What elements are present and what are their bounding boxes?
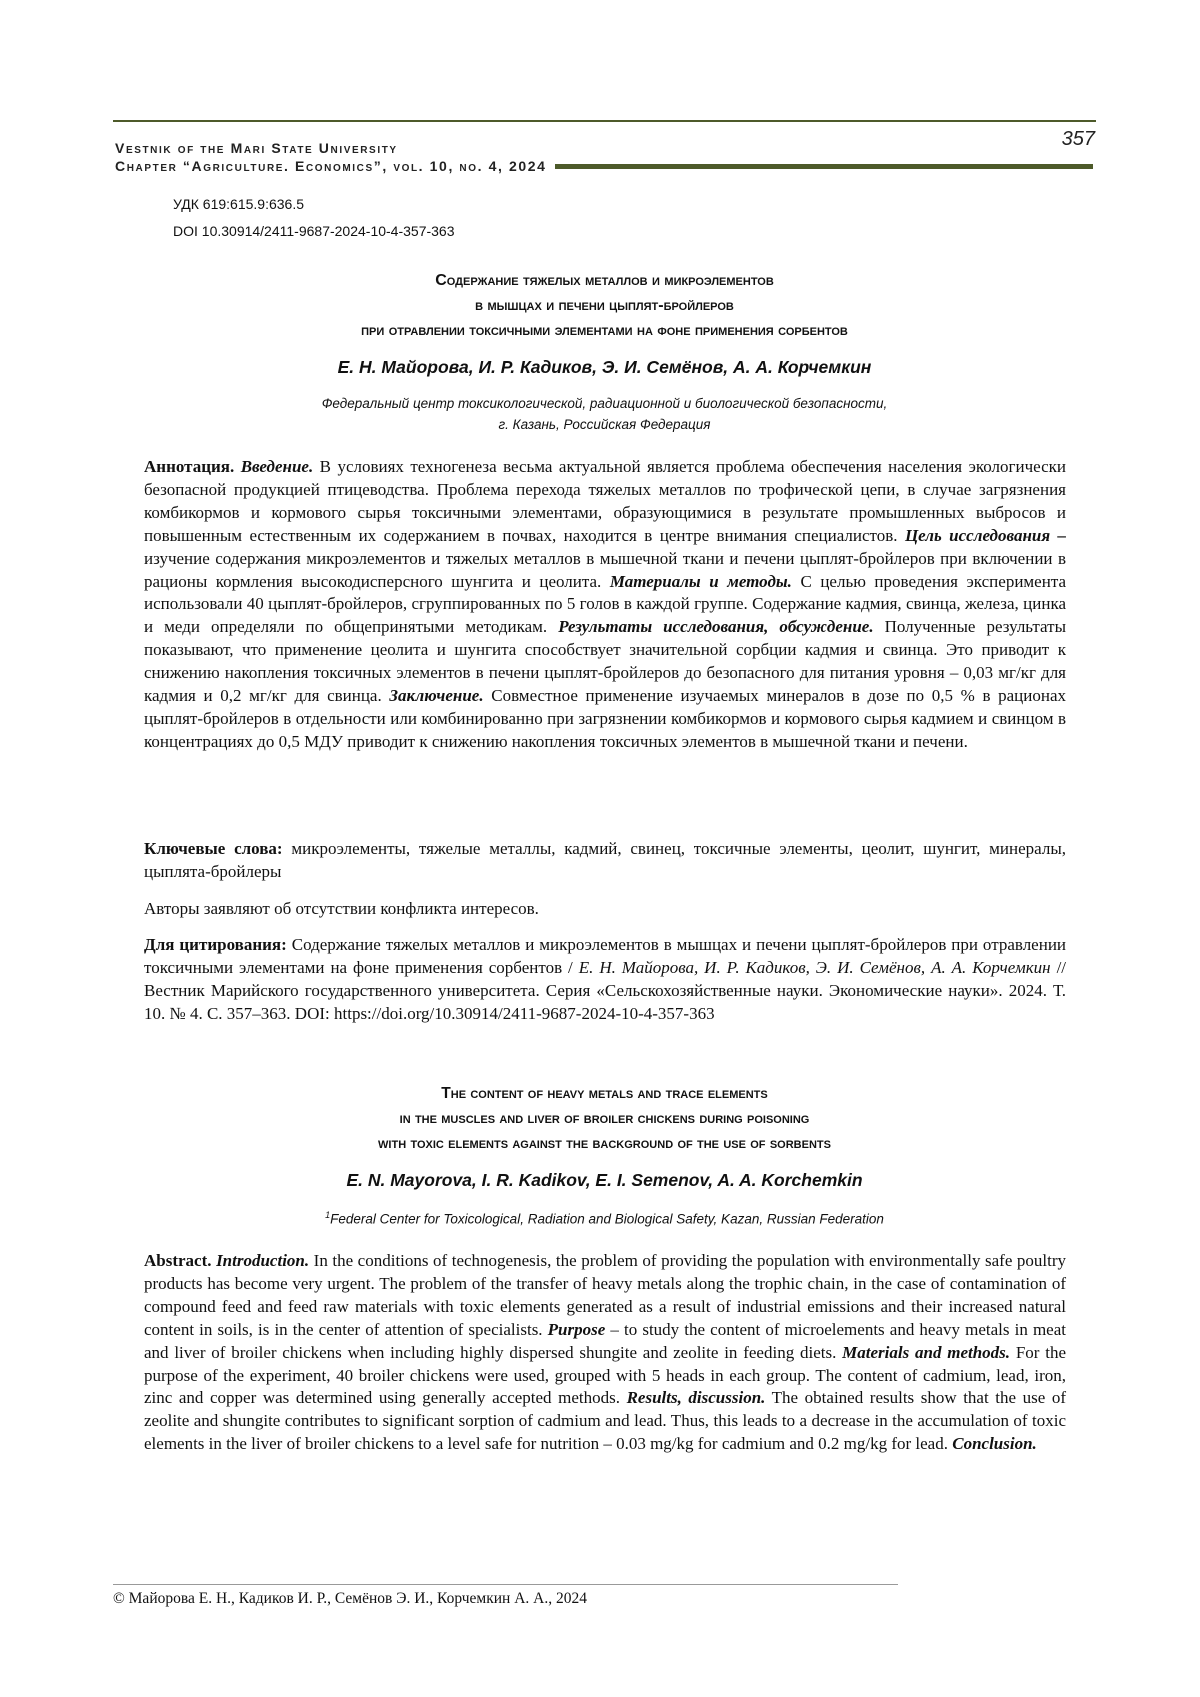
journal-chapter-line: [115, 157, 1095, 175]
en-authors: E. N. Mayorova, I. R. Kadikov, E. I. Semenov, A. A. Korchemkin: [346, 1170, 863, 1190]
ru-intro-text: В условиях техногенеза весьма актуальной является проблема обеспечения населения экологически безопасной продукцией птицеводства. Проблема перехода тяжелых металлов по трофической цепи, в случае загрязнения комбикормов и кормового сырья токсичными элементами, образующимися в результате промышленных выбросов и повышенным естественным их содержанием в почвах, находится в центре внимания специалистов.: [144, 457, 1067, 545]
ru-citation: [144, 934, 1066, 1026]
udk: УДК 619:615.9:636.5: [173, 196, 304, 212]
ru-citation-part1: Содержание тяжелых металлов и микроэлементов в мышцах и печени цыплят-бройлеров при отравлении токсичными элементами на фоне применения сорбентов /: [144, 935, 1067, 977]
en-title-line: in the muscles and liver of broiler chickens during poisoning: [399, 1110, 810, 1127]
ru-intro-label: Введение.: [240, 457, 314, 476]
ru-keywords: [144, 838, 1066, 884]
copyright: © Майорова Е. Н., Кадиков И. Р., Семёнов Э. И., Корчемкин А. А., 2024: [113, 1590, 587, 1607]
footer-rule: [113, 1584, 898, 1585]
ru-methods-label: Материалы и методы.: [609, 571, 792, 591]
en-abstract: [144, 1250, 1066, 1456]
ru-keywords-label: Ключевые слова:: [144, 839, 283, 858]
en-results-label: Results, discussion.: [626, 1388, 766, 1408]
en-methods-label: Materials and methods.: [842, 1342, 1011, 1362]
ru-conflict: Авторы заявляют об отсутствии конфликта интересов.: [144, 899, 539, 918]
en-results-text: The obtained results show that the use of zeolite and shungite contributes to significant sorption of cadmium and lead. Thus, this leads to a decrease in the accumulation of toxic elements in the liver of broiler chickens to a level safe for nutrition – 0.03 mg/kg for cadmium and 0.2 mg/kg for lead.: [144, 1388, 1067, 1454]
ru-citation-part2: // Вестник Марийского государственного университета. Серия «Сельскохозяйственные науки. Экономические науки». 2024. Т. 10. № 4. С. 357–363. DOI: https://doi.org/10.30914/2411-9687-2024-10-4-357-363: [144, 957, 1067, 1023]
ru-affiliation: [113, 393, 1096, 435]
ru-citation-label: Для цитирования:: [144, 935, 287, 954]
en-methods-text: For the purpose of the experiment, 40 broiler chickens were used, grouped with 5 heads in each group. The content of cadmium, lead, iron, zinc and copper was determined using generally accepted methods.: [144, 1342, 1067, 1408]
ru-abstract-label: Аннотация.: [144, 457, 235, 476]
en-affiliation: [113, 1205, 1096, 1230]
ru-title-line: в мышцах и печени цыплят-бройлеров: [475, 297, 734, 314]
ru-methods-text: С целью проведения эксперимента использовали 40 цыплят-бройлеров, сгруппированных по 5 голов в каждой группе. Содержание кадмия, свинца, железа, цинка и меди определяли по общепринятыми методикам.: [144, 571, 1067, 637]
en-intro-text: In the conditions of technogenesis, the problem of providing the population with environmentally safe poultry products has become very urgent. The problem of the transfer of heavy metals along the trophic chain, in the case of contamination of compound feed and feed raw materials with toxic elements generated as a result of industrial emissions and their increased natural content in soils, is in the center of attention of specialists.: [144, 1251, 1067, 1339]
en-abstract-label: Abstract.: [144, 1251, 212, 1270]
ru-citation-authors: Е. Н. Майорова, И. Р. Кадиков, Э. И. Семёнов, А. А. Корчемкин: [578, 957, 1051, 977]
journal-header: [115, 139, 1095, 175]
ru-conclusion-label: Заключение.: [389, 686, 484, 706]
en-title-line: with toxic elements against the background of the use of sorbents: [378, 1135, 831, 1152]
ru-purpose-label: Цель исследования –: [904, 525, 1067, 545]
page-number: 357: [1061, 128, 1095, 150]
doi: DOI 10.30914/2411-9687-2024-10-4-357-363: [173, 223, 455, 239]
ru-keywords-text: микроэлементы, тяжелые металлы, кадмий, свинец, токсичные элементы, цеолит, шунгит, минералы, цыплята-бройлеры: [144, 839, 1067, 881]
en-purpose-text: – to study the content of microelements and heavy metals in meat and liver of broiler chickens when including highly dispersed shungite and zeolite in feeding diets.: [144, 1319, 1066, 1362]
ru-purpose-text: изучение содержания микроэлементов и тяжелых металлов в мышечной ткани и печени цыплят-бройлеров при включении в рационы кормления высокодисперсного шунгита и цеолита.: [144, 548, 1066, 591]
en-affiliation-sup: 1: [325, 1210, 331, 1220]
en-affiliation-text: Federal Center for Toxicological, Radiation and Biological Safety, Kazan, Russian Federation: [330, 1211, 884, 1227]
ru-title-line: при отравлении токсичными элементами на фоне применения сорбентов: [361, 322, 848, 339]
ru-results-label: Результаты исследования, обсуждение.: [558, 617, 874, 637]
en-intro-label: Introduction.: [216, 1251, 310, 1270]
ru-affiliation-line: г. Казань, Российская Федерация: [498, 417, 711, 432]
journal-name: Vestnik of the Mari State University: [115, 140, 398, 156]
en-title: [113, 1081, 1096, 1156]
ru-authors: Е. Н. Майорова, И. Р. Кадиков, Э. И. Семёнов, А. А. Корчемкин: [337, 357, 872, 377]
ru-title-line: Содержание тяжелых металлов и микроэлементов: [435, 272, 774, 289]
en-purpose-label: Purpose: [547, 1319, 606, 1339]
ru-results-text: Полученные результаты показывают, что применение цеолита и шунгита способствует значительной сорбции кадмия и свинца. Это приводит к снижению накопления токсичных элементов в печени цыплят-бройлеров до безопасного для питания уровня – 0,03 мг/кг для кадмия и 0,2 мг/кг для свинца.: [144, 617, 1067, 706]
en-conclusion-label: Conclusion.: [952, 1434, 1037, 1454]
journal-chapter: Chapter “Agriculture. Economics”, vol. 10, no. 4, 2024: [115, 158, 547, 174]
en-title-line: The content of heavy metals and trace elements: [441, 1085, 768, 1102]
header-bar: [555, 164, 1093, 169]
ru-conclusion-text: Совместное применение изучаемых минералов в дозе по 0,5 % в рационах цыплят-бройлеров в отдельности или комбинированно при загрязнении комбикормов и кормового сырья кадмием и свинцом в концентрациях до 0,5 МДУ приводит к снижению накопления токсичных элементов в мышечной ткани и печени.: [144, 686, 1067, 751]
ru-abstract: [144, 456, 1066, 754]
ru-title: [113, 268, 1096, 343]
ru-affiliation-line: Федеральный центр токсикологической, радиационной и биологической безопасности,: [321, 396, 888, 411]
header-top-rule: [113, 120, 1096, 122]
